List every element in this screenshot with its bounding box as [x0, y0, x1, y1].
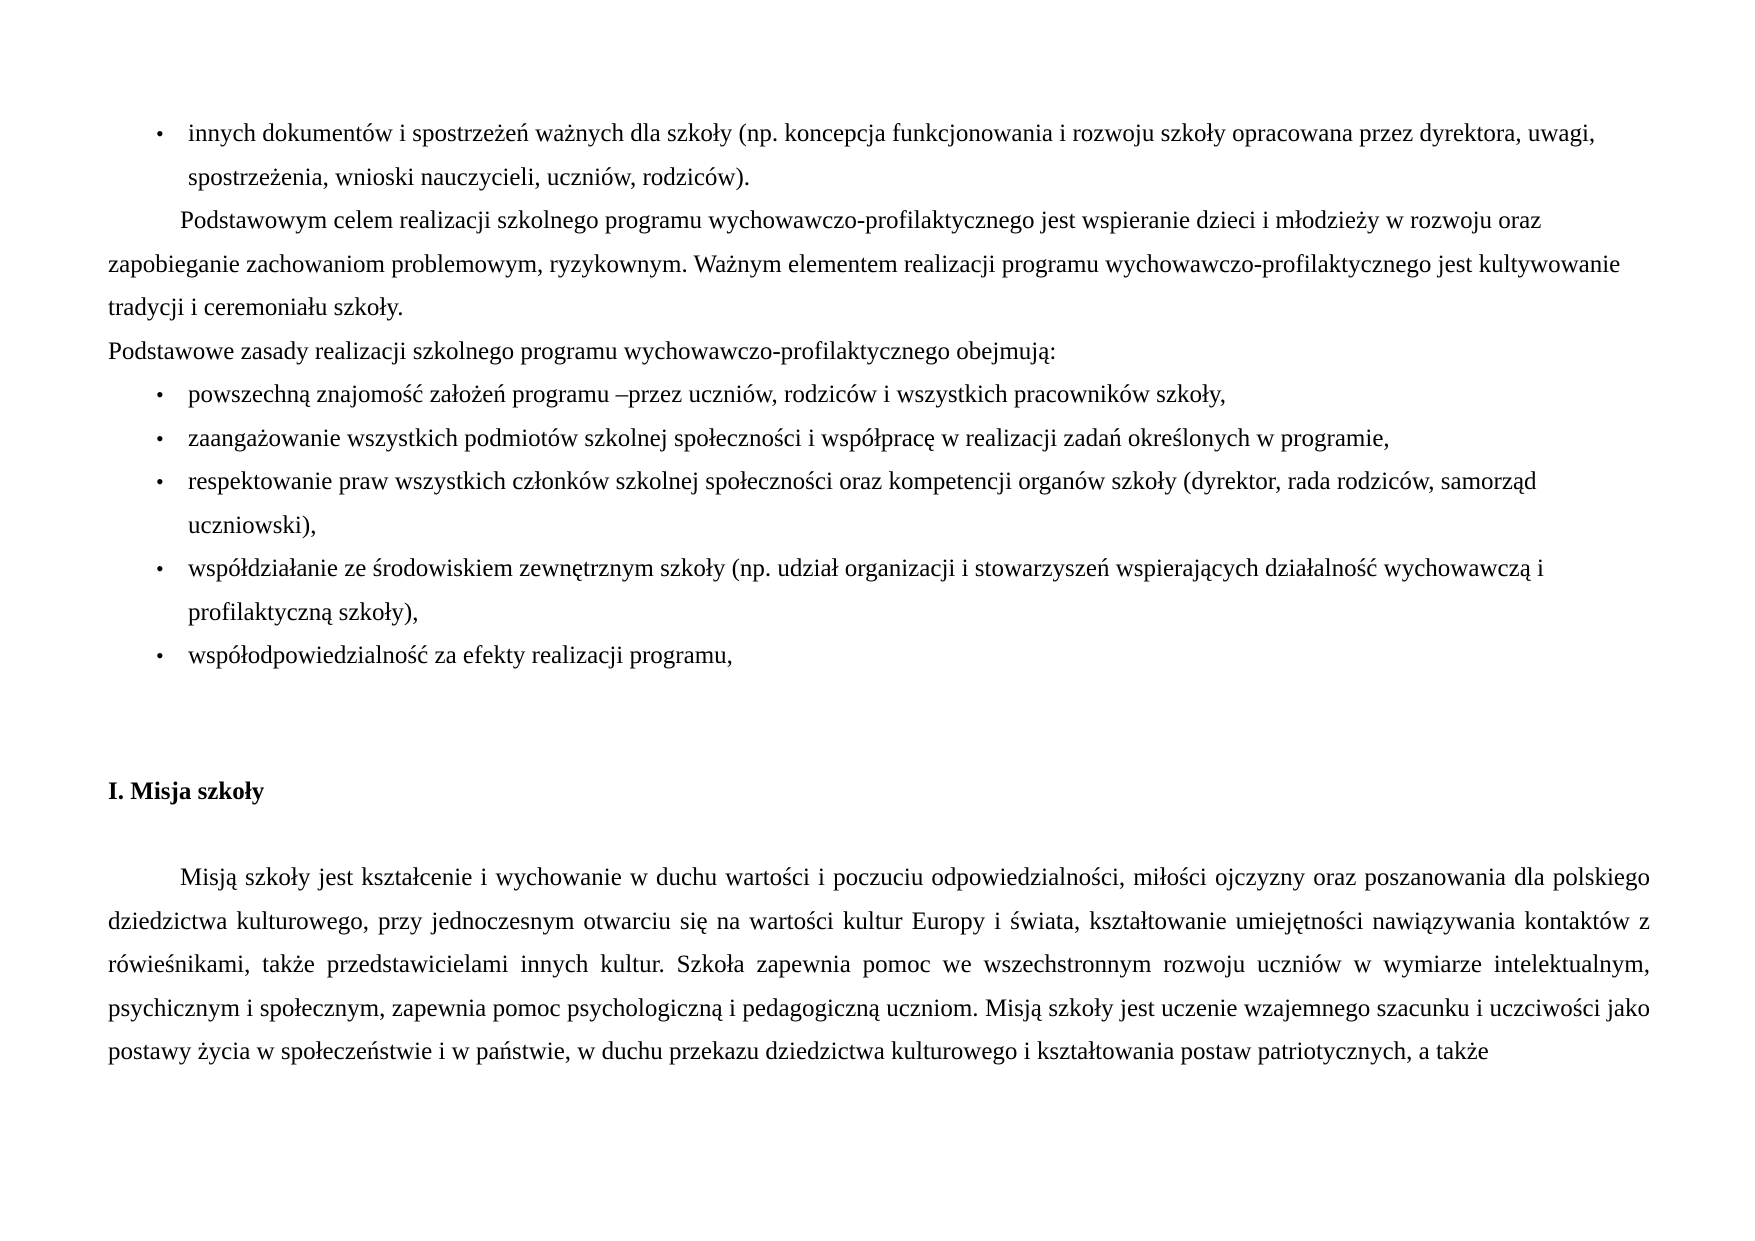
list-item-text: respektowanie praw wszystkich członków szkolnej społeczności oraz kompetencji organów szkoły (dyrektor, rada rodziców, samorząd uczniowski), [188, 468, 1537, 539]
list-item-text: współodpowiedzialność za efekty realizacji programu, [188, 642, 733, 669]
list-item [108, 547, 1650, 634]
section-heading-mission: I. Misja szkoły [108, 777, 265, 805]
list-item [108, 460, 1650, 547]
bullet-icon: • [156, 425, 164, 451]
list-item-text: powszechną znajomość założeń programu –przez uczniów, rodziców i wszystkich pracowników szkoły, [188, 381, 1227, 408]
list-item-text: współdziałanie ze środowiskiem zewnętrznym szkoły (np. udział organizacji i stowarzyszeń wspierających działalność wychowawczą i profilaktyczną szkoły), [188, 555, 1544, 626]
list-item-text: zaangażowanie wszystkich podmiotów szkolnej społeczności i współpracę w realizacji zadań określonych w programie, [188, 424, 1390, 452]
bullet-icon: • [156, 382, 164, 407]
principles-bullet-list [108, 373, 1650, 678]
list-item [108, 417, 1650, 461]
principles-intro-paragraph: Podstawowe zasady realizacji szkolnego programu wychowawczo-profilaktycznego obejmują: [108, 337, 1057, 365]
bullet-icon: • [156, 643, 164, 668]
bullet-icon: • [156, 469, 164, 494]
list-item [108, 373, 1650, 417]
bullet-icon: • [156, 121, 164, 146]
list-item [108, 112, 1650, 199]
intro-bullet-list [108, 112, 1650, 199]
list-item-text: innych dokumentów i spostrzeżeń ważnych dla szkoły (np. koncepcja funkcjonowania i rozwoju szkoły opracowana przez dyrektora, uwagi, spostrzeżenia, wnioski nauczycieli, uczniów, rodziców). [188, 120, 1596, 191]
goal-paragraph: Podstawowym celem realizacji szkolnego programu wychowawczo-profilaktycznego jest wspieranie dzieci i młodzieży w rozwoju oraz zapobieganie zachowaniom problemowym, ryzykownym. Ważnym elementem realizacji programu wychowawczo-profilaktycznego jest kultywowanie tradycji i ceremoniału szkoły. [108, 207, 1621, 321]
list-item [108, 634, 1650, 678]
bullet-icon: • [156, 556, 164, 581]
mission-paragraph: Misją szkoły jest kształcenie i wychowanie w duchu wartości i poczuciu odpowiedzialności, miłości ojczyzny oraz poszanowania dla polskiego dziedzictwa kulturowego, przy jednoczesnym otwarciu się na wartości kultur Europy i świata, kształtowanie umiejętności nawiązywania kontaktów z rówieśnikami, także przedstawicielami innych kultur. Szkoła zapewnia pomoc we wszechstronnym rozwoju uczniów w wymiarze intelektualnym, psychicznym i społecznym, zapewnia pomoc psychologiczną i pedagogiczną uczniom. Misją szkoły jest uczenie wzajemnego szacunku i uczciwości jako postawy życia w społeczeństwie i w państwie, w duchu przekazu dziedzictwa kulturowego i kształtowania postaw patriotycznych, a także [108, 864, 1650, 1065]
